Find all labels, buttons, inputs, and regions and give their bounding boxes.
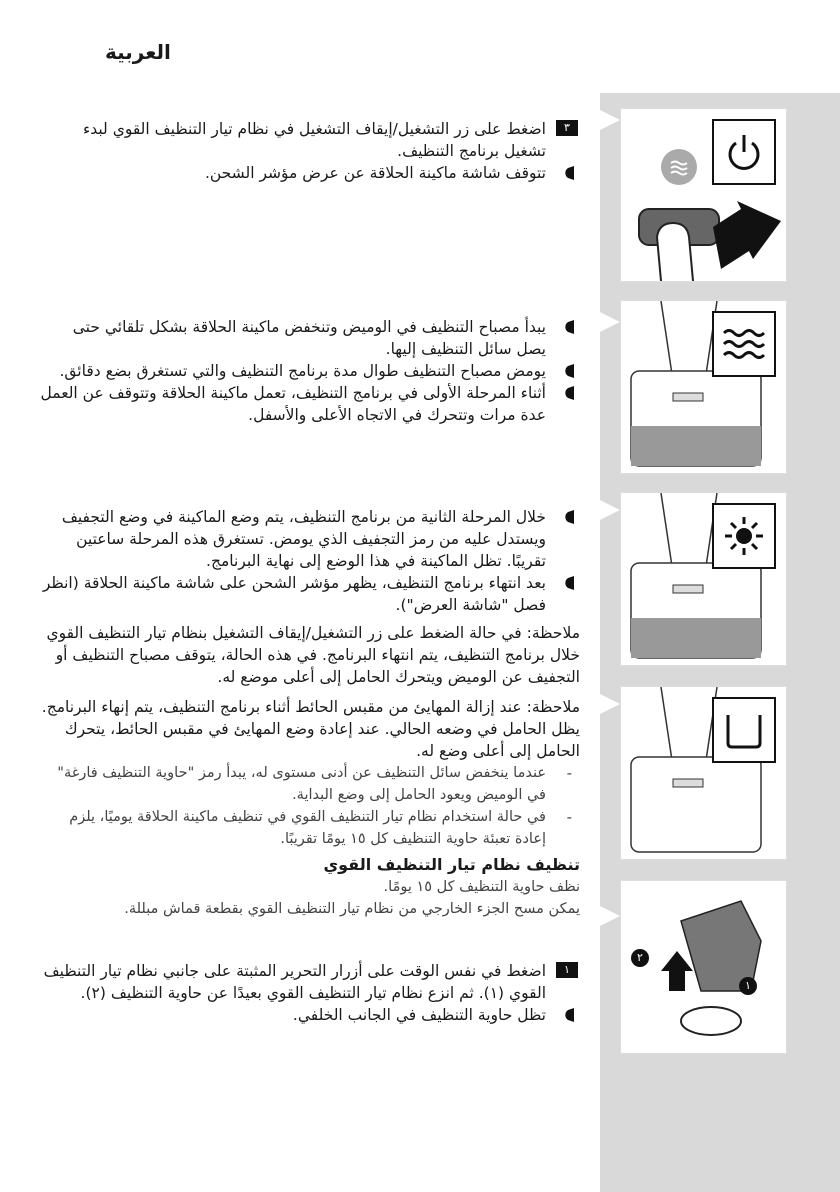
power-icon <box>714 121 774 183</box>
dash-marker: - <box>566 764 572 782</box>
plain-row <box>40 898 580 920</box>
bullet-row <box>40 162 580 184</box>
bullet-row <box>40 572 580 616</box>
power-icon-box <box>712 119 776 185</box>
dash-marker: - <box>566 808 572 826</box>
sun-icon <box>714 505 774 567</box>
step-number-badge: ١ <box>556 962 578 978</box>
remove-system-illustration <box>621 881 786 1053</box>
figure-pointer <box>600 906 620 926</box>
note-text: ملاحظة: في حالة الضغط على زر التشغيل/إيقاف التشغيل بنظام تيار التنظيف القوي خلال برنامج التنظيف، يتم انتهاء البرنامج. في هذه الحالة، يتوقف مصباح التنظيف أو التجفيف عن الوميض ويتحرك الحامل إلى أعلى موضع له. <box>46 624 580 686</box>
bullet-row <box>40 506 580 572</box>
note-row <box>40 622 580 688</box>
drying-icon-box <box>712 503 776 569</box>
section-heading: تنظيف نظام تيار التنظيف القوي <box>323 855 580 874</box>
section-heading-row <box>40 854 580 876</box>
bullet-row <box>40 316 580 360</box>
bullet-text: أثناء المرحلة الأولى في برنامج التنظيف، تعمل ماكينة الحلاقة وتتوقف عن العمل عدة مرات وتتحرك في الاتجاه الأعلى والأسفل. <box>40 384 546 424</box>
dash-row <box>40 762 580 806</box>
waves-icon <box>714 313 774 375</box>
plain-text: نظف حاوية التنظيف كل ١٥ يومًا. <box>383 879 580 895</box>
text-block-3 <box>40 506 580 920</box>
bullet-icon <box>564 576 574 590</box>
dash-text: عندما ينخفض سائل التنظيف عن أدنى مستوى له، يبدأ رمز "حاوية التنظيف فارغة" في الوميض ويعود الحامل إلى وضع البداية. <box>57 765 546 803</box>
text-block-2 <box>40 316 580 426</box>
bullet-row <box>40 382 580 426</box>
figure-drying-phase <box>620 492 787 666</box>
figure-remove-system <box>620 880 787 1054</box>
bullet-text: تظل حاوية التنظيف في الجانب الخلفي. <box>292 1006 546 1024</box>
bullet-icon <box>564 320 574 334</box>
cleaning-icon-box <box>712 311 776 377</box>
empty-container-icon-box <box>712 697 776 763</box>
empty-container-icon <box>714 699 774 761</box>
figure-empty-container <box>620 686 787 860</box>
bullet-text: تتوقف شاشة ماكينة الحلاقة عن عرض مؤشر الشحن. <box>204 164 546 182</box>
step-number-badge: ٣ <box>556 120 578 136</box>
plain-text: يمكن مسح الجزء الخارجي من نظام تيار التنظيف القوي بقطعة قماش مبللة. <box>124 901 580 917</box>
note-row <box>40 696 580 762</box>
figure-pointer <box>600 500 620 520</box>
figure-power-button <box>620 108 787 282</box>
plain-row <box>40 876 580 898</box>
bullet-row <box>40 360 580 382</box>
bullet-icon <box>564 364 574 378</box>
step-text: اضغط على زر التشغيل/إيقاف التشغيل في نظام تيار التنظيف القوي لبدء تشغيل برنامج التنظيف. <box>82 120 546 160</box>
bullet-icon <box>564 386 574 400</box>
dash-row <box>40 806 580 850</box>
step-text: اضغط في نفس الوقت على أزرار التحرير المثبتة على جانبي نظام تيار التنظيف القوي (١). ثم انزع نظام تيار التنظيف القوي بعيدًا عن حاوية التنظيف (٢). <box>43 962 546 1002</box>
page-title: العربية <box>105 40 171 64</box>
figure-pointer <box>600 110 620 130</box>
bullet-text: خلال المرحلة الثانية من برنامج التنظيف، يتم وضع الماكينة في وضع التجفيف ويستدل عليه من رمز التجفيف الذي يومض. تستغرق هذه المرحلة ساعتين تقريبًا. تظل الماكينة في هذا الوضع إلى نهاية البرنامج. <box>61 508 546 570</box>
bullet-text: يبدأ مصباح التنظيف في الوميض وتنخفض ماكينة الحلاقة بشكل تلقائي حتى يصل سائل التنظيف إليها. <box>72 318 546 358</box>
bullet-text: بعد انتهاء برنامج التنظيف، يظهر مؤشر الشحن على شاشة ماكينة الحلاقة (انظر فصل "شاشة العرض"). <box>42 574 546 614</box>
text-block-4 <box>40 960 580 1026</box>
dash-text: في حالة استخدام نظام تيار التنظيف القوي في تنظيف ماكينة الحلاقة يوميًا، يلزم إعادة تعبئة حاوية التنظيف كل ١٥ يومًا تقريبًا. <box>69 809 546 847</box>
text-block-1 <box>40 118 580 184</box>
figure-cleaning-phase <box>620 300 787 474</box>
callout-2: ٢ <box>631 949 649 967</box>
bullet-icon <box>564 166 574 180</box>
bullet-icon <box>564 510 574 524</box>
note-text: ملاحظة: عند إزالة المهايئ من مقبس الحائط أثناء برنامج التنظيف، يتم إنهاء البرنامج. يظل الحامل في وضعه الحالي. عند إعادة وضع المهايئ في مقبس الحائط، يتحرك الحامل إلى أعلى وضع له. <box>41 698 580 760</box>
callout-1: ١ <box>739 977 757 995</box>
bullet-row <box>40 1004 580 1026</box>
figure-pointer <box>600 694 620 714</box>
figure-pointer <box>600 312 620 332</box>
step-row <box>40 118 580 162</box>
bullet-icon <box>564 1008 574 1022</box>
bullet-text: يومض مصباح التنظيف طوال مدة برنامج التنظيف والتي تستغرق بضع دقائق. <box>59 362 546 380</box>
step-row <box>40 960 580 1004</box>
